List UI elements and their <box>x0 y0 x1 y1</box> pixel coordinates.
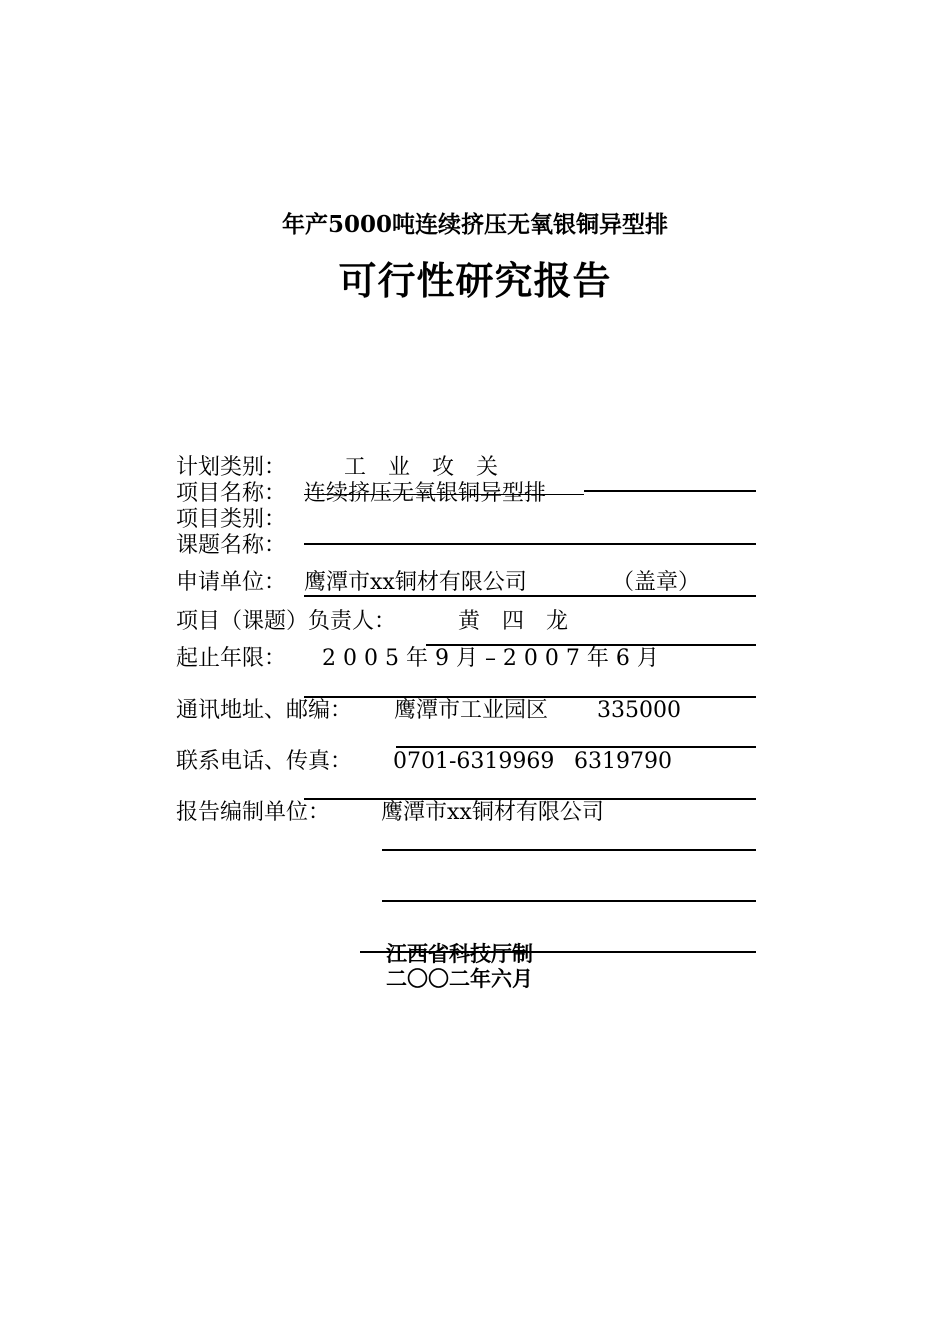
project-name-label: 项目名称： <box>176 481 287 506</box>
project-name-underline <box>584 490 756 492</box>
address-underline <box>396 746 756 748</box>
issuer-line <box>360 951 756 953</box>
issue-date: 二〇〇二年六月 <box>386 966 533 991</box>
project-type-label: 项目类别： <box>176 507 287 532</box>
topic-name-underline <box>304 543 756 545</box>
compiler-underline-1 <box>382 849 756 851</box>
compiler-underline-2 <box>382 900 756 902</box>
address-value: 鹰潭市工业园区 <box>394 698 549 723</box>
report-title: 可行性研究报告 <box>338 258 612 303</box>
phone-label: 联系电话、传真： <box>176 749 353 774</box>
topic-name-label: 课题名称： <box>176 533 287 558</box>
compiler-label: 报告编制单位： <box>176 800 331 825</box>
plan-category-value: 工 业 攻 关 <box>344 455 499 480</box>
compiler-value: 鹰潭市xx铜材有限公司 <box>381 800 604 825</box>
applicant-underline <box>304 595 756 597</box>
project-name-strikethrough <box>304 494 584 495</box>
fax-value: 6319790 <box>574 749 672 774</box>
leader-value: 黄 四 龙 <box>458 609 569 634</box>
address-label: 通讯地址、邮编： <box>176 698 353 723</box>
applicant-seal: （盖章） <box>612 570 701 595</box>
period-label: 起止年限： <box>176 646 287 671</box>
report-subtitle: 年产5000吨连续挤压无氧银铜异型排 <box>281 211 668 238</box>
issuer: 江西省科技厅制 <box>386 941 533 966</box>
applicant-value: 鹰潭市xx铜材有限公司 <box>304 570 527 595</box>
plan-category-label: 计划类别： <box>176 455 287 480</box>
period-value: 2 0 0 5 年 9 月 – 2 0 0 7 年 6 月 <box>322 646 659 671</box>
applicant-label: 申请单位： <box>176 570 287 595</box>
phone-value: 0701-6319969 <box>393 749 555 774</box>
postcode-value: 335000 <box>597 698 681 723</box>
leader-label: 项目（课题）负责人： <box>176 609 397 634</box>
project-name-value: 连续挤压无氧银铜异型排 <box>304 481 547 506</box>
